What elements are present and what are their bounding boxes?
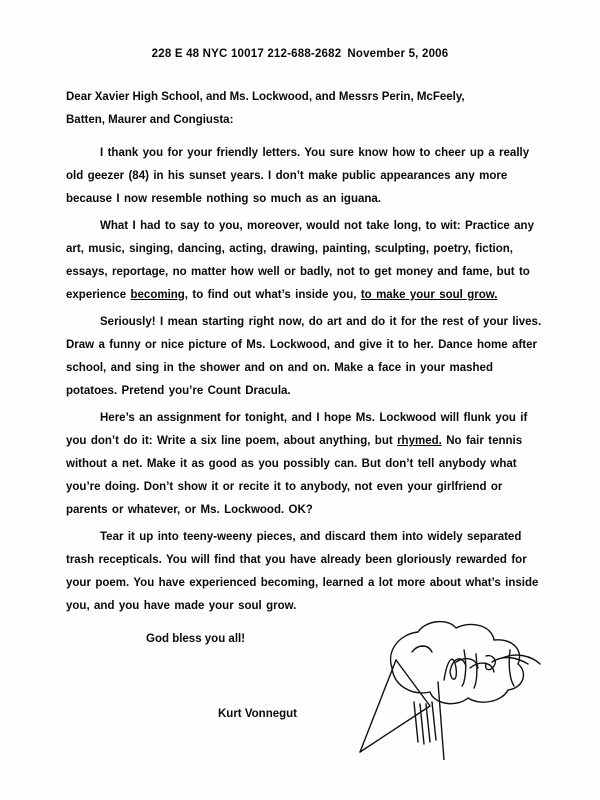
paragraph-5 xyxy=(66,526,542,618)
letterhead-date: November 5, 2006 xyxy=(347,48,449,60)
letterhead xyxy=(0,48,600,60)
paragraph-3 xyxy=(66,311,542,403)
paragraph-4 xyxy=(66,407,542,522)
text-run: No fair tennis without a net. Make it as good as you possibly can. But don’t tell anybody what you’re doing. Don’t show it or recite it to anybody, not even your girlfriend or parents or whatever, or Ms. Lockwood. OK? xyxy=(66,435,523,516)
emphasis-underlined: rhymed. xyxy=(397,435,442,447)
salutation xyxy=(66,86,542,132)
blessing-line: God bless you all! xyxy=(146,633,246,645)
signature-name: Kurt Vonnegut xyxy=(218,708,297,720)
text-run: Tear it up into teeny-weeny pieces, and discard them into widely separated trash recepticals. You will find that you have already been gloriously rewarded for your poem. You have experienced becoming, learned a lot more about what’s inside you, and you have made your soul grow. xyxy=(66,531,539,612)
salutation-line-2: Batten, Maurer and Congiusta: xyxy=(66,114,234,126)
salutation-line-1: Dear Xavier High School, and Ms. Lockwood, and Messrs Perin, McFeely, xyxy=(66,91,465,103)
emphasis-underlined: becoming, xyxy=(130,289,189,301)
letter-body xyxy=(66,86,542,651)
text-run: Seriously! I mean starting right now, do art and do it for the rest of your lives. Draw a funny or nice picture of Ms. Lockwood, and give it to her. Dance home after school, and sing in the shower and on and on. Make a face in your mashed potatoes. Pretend you’re Count Dracula. xyxy=(66,316,542,397)
paragraph-1 xyxy=(66,142,542,211)
text-run: Here’s an assignment for tonight, and I hope Ms. Lockwood will flunk you if you don’t do it: Write a six line poem, about anything, but xyxy=(66,412,528,447)
emphasis-underlined: to make your soul grow. xyxy=(360,289,498,301)
text-run: to find out what’s inside you, xyxy=(188,289,361,301)
paragraph-2 xyxy=(66,215,542,307)
text-run: What I had to say to you, moreover, would not take long, to wit: Practice any art, music, singing, dancing, acting, drawing, painting, sculpting, poetry, fiction, essays, reportage, no matter how well or badly, not to get money and fame, but to experience xyxy=(66,220,534,301)
letterhead-address: 228 E 48 NYC 10017 212-688-2682 xyxy=(151,48,342,60)
text-run: I thank you for your friendly letters. You sure know how to cheer up a really old geezer (84) in his sunset years. I don’t make public appearances any more because I now resemble nothing so much as an iguana. xyxy=(66,147,530,205)
